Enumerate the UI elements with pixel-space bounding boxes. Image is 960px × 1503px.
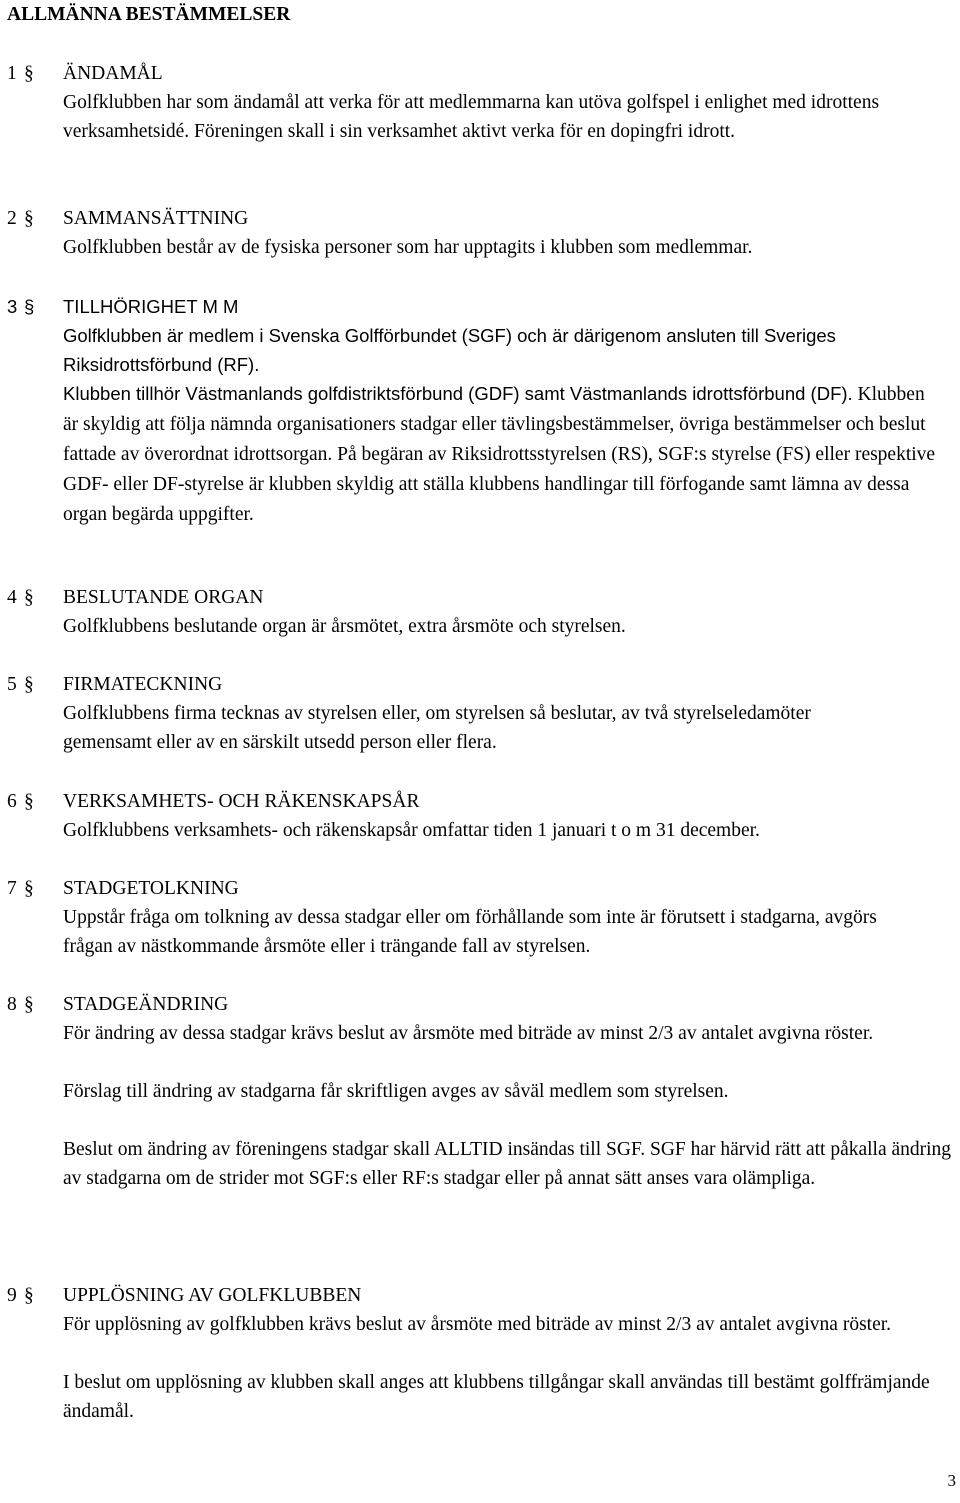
section-number: 4 [7,587,17,608]
paragraph-sign-icon: § [24,791,34,812]
section-2-sammansattning [7,204,957,262]
page-number: 3 [947,1471,956,1490]
section-text: För upplösning av golfklubben krävs beslut av årsmöte med biträde av minst 2/3 av antalet avgivna röster. [63,1314,892,1335]
section-text [63,379,943,529]
section-number: 7 [7,878,17,899]
section-title: STADGEÄNDRING [63,994,229,1015]
section-7-stadgetolkning [7,874,957,961]
section-title: TILLHÖRIGHET M M [63,296,239,317]
paragraph-sign-icon: § [24,994,34,1015]
section-text: Förslag till ändring av stadgarna får skriftligen avges av såväl medlem som styrelsen. [63,1081,729,1102]
section-text-part: Klubben tillhör Västmanlands golfdistriktsförbund (GDF) samt Västmanlands idrottsförbund (DF). [63,383,853,404]
section-text: Golfklubbens beslutande organ är årsmötet, extra årsmöte och styrelsen. [63,616,626,637]
section-body [63,233,953,262]
section-body [63,1310,933,1426]
page-title: ALLMÄNNA BESTÄMMELSER [7,4,291,25]
section-3-tillhorighet [7,292,957,529]
section-1-andamal [7,59,957,146]
section-4-beslutande-organ [7,583,957,641]
section-heading [7,204,957,233]
section-text: Golfklubbens firma tecknas av styrelsen eller, om styrelsen så beslutar, av två styrelseledamöter gemensamt eller av en särskilt utsedd person eller flera. [63,703,811,753]
section-heading [7,1281,957,1310]
section-title: UPPLÖSNING AV GOLFKLUBBEN [63,1285,362,1306]
paragraph-sign-icon: § [24,296,35,317]
section-number: 8 [7,994,17,1015]
section-5-firmateckning [7,670,957,757]
section-body [63,903,923,961]
section-number: 1 [7,63,17,84]
section-6-verksamhetsar [7,787,957,845]
section-text: Beslut om ändring av föreningens stadgar skall ALLTID insändas till SGF. SGF har härvid rätt att påkalla ändring av stadgarna om de strider mot SGF:s eller RF:s stadgar eller på annat sätt anses vara olämpliga. [63,1139,952,1189]
section-body [63,321,943,529]
section-title: VERKSAMHETS- OCH RÄKENSKAPSÅR [63,791,420,812]
section-text-part: Klubben är skyldig att följa nämnda organisationers stadgar eller tävlingsbestämmelser, övriga bestämmelser och beslut fattade av överordnat idrottsorgan. På begäran av Riksidrottsstyrelsen (RS), SGF:s styrelse (FS) eller respektive GDF- eller DF-styrelse är klubben skyldig att ställa klubbens handlingar till förfogande samt lämna av dessa organ begärda uppgifter. [63,384,936,525]
section-title: STADGETOLKNING [63,878,239,899]
section-text: Golfklubben är medlem i Svenska Golfförbundet (SGF) och är därigenom ansluten till Sveriges Riksidrottsförbund (RF). [63,325,836,375]
paragraph-sign-icon: § [24,674,34,695]
paragraph-sign-icon: § [24,63,34,84]
section-heading [7,874,957,903]
section-number: 5 [7,674,17,695]
section-8-stadgeandring [7,990,957,1193]
section-heading [7,670,957,699]
section-body [63,88,893,146]
section-text: Golfklubbens verksamhets- och räkenskapsår omfattar tiden 1 januari t o m 31 december. [63,820,760,841]
section-body [63,612,943,641]
section-text: I beslut om upplösning av klubben skall anges att klubbens tillgångar skall användas till bestämt golffrämjande ändamål. [63,1372,930,1422]
section-text: Golfklubben har som ändamål att verka för att medlemmarna kan utöva golfspel i enlighet med idrottens verksamhetsidé. Föreningen skall i sin verksamhet aktivt verka för en dopingfri idrott. [63,92,880,142]
section-body [63,1019,953,1193]
section-text: För ändring av dessa stadgar krävs beslut av årsmöte med biträde av minst 2/3 av antalet avgivna röster. [63,1023,874,1044]
paragraph-sign-icon: § [24,1285,34,1306]
section-heading [7,990,957,1019]
section-text: Uppstår fråga om tolkning av dessa stadgar eller om förhållande som inte är förutsett i stadgarna, avgörs frågan av nästkommande årsmöte eller i trängande fall av styrelsen. [63,907,877,957]
section-body [63,816,953,845]
section-heading [7,787,957,816]
section-text: Golfklubben består av de fysiska personer som har upptagits i klubben som medlemmar. [63,237,753,258]
section-title: SAMMANSÄTTNING [63,208,249,229]
section-heading [7,59,957,88]
section-number: 3 [7,296,18,317]
section-number: 9 [7,1285,17,1306]
section-heading [7,583,957,612]
section-title: BESLUTANDE ORGAN [63,587,264,608]
paragraph-sign-icon: § [24,208,34,229]
section-number: 2 [7,208,17,229]
section-9-upplosning [7,1281,957,1426]
paragraph-sign-icon: § [24,878,34,899]
section-title: FIRMATECKNING [63,674,223,695]
paragraph-sign-icon: § [24,587,34,608]
section-title: ÄNDAMÅL [63,63,163,84]
section-heading [7,292,957,321]
section-body [63,699,863,757]
section-number: 6 [7,791,17,812]
